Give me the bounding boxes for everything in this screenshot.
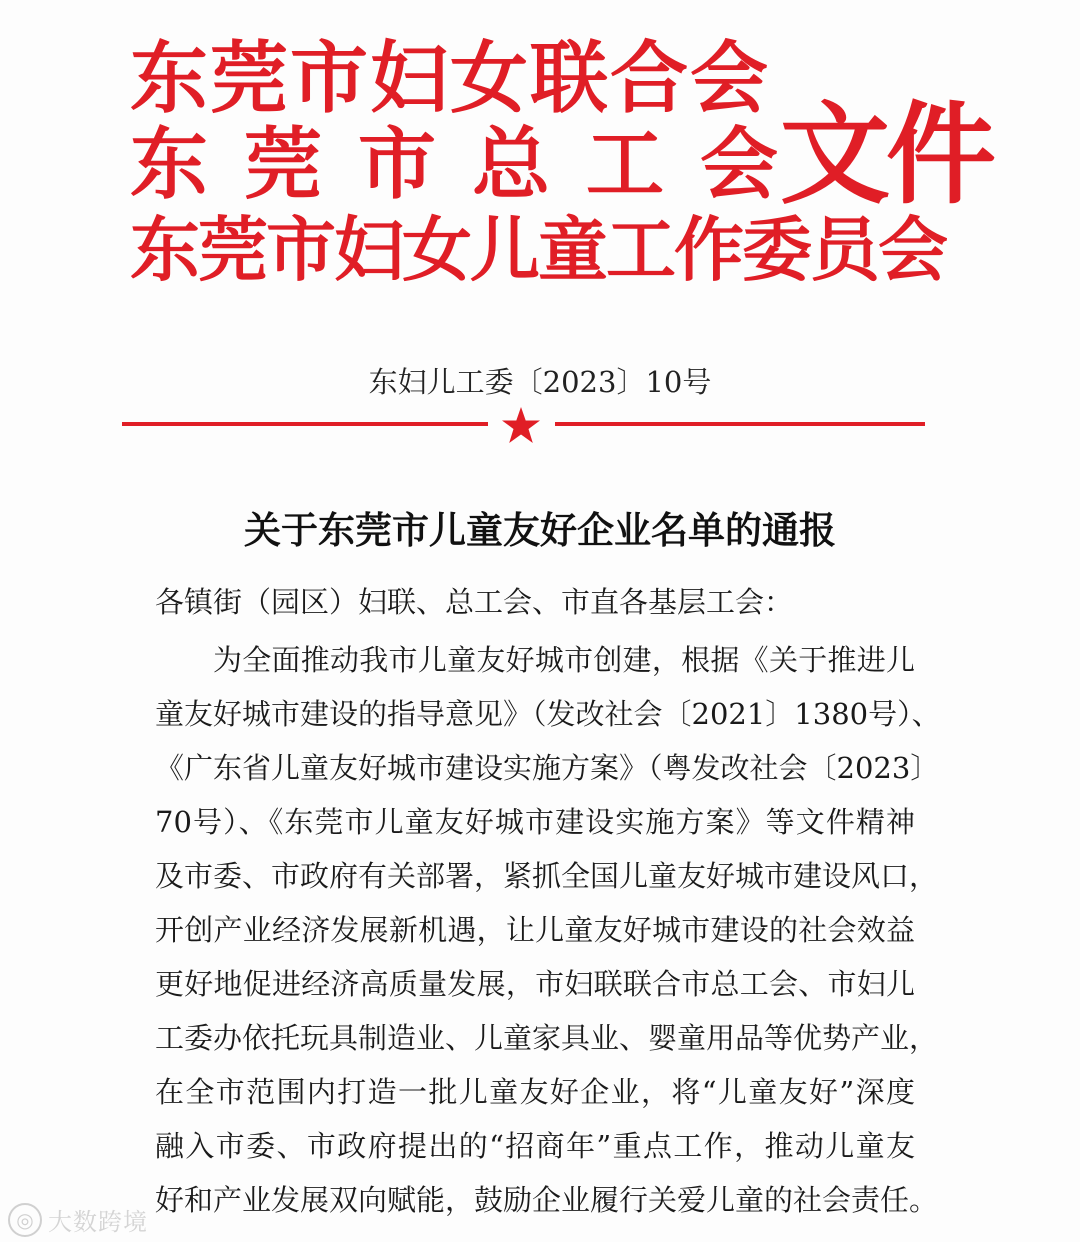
issuer-womens-federation: 东莞市妇女联合会 <box>130 34 771 124</box>
issuer-trade-union: 东莞市总工会 <box>130 120 815 210</box>
salutation: 各镇街（园区）妇联、总工会、市直各基层工会： <box>155 585 794 619</box>
body-line: 70号）、《东莞市儿童友好城市建设实施方案》等文件精神 <box>155 805 915 839</box>
body-line: 为全面推动我市儿童友好城市创建，根据《关于推进儿 <box>213 643 915 677</box>
star-icon <box>501 406 541 444</box>
body-line: 开创产业经济发展新机遇，让儿童友好城市建设的社会效益 <box>155 913 915 947</box>
red-divider-left <box>122 422 488 426</box>
body-line: 工委办依托玩具制造业、儿童家具业、婴童用品等优势产业， <box>155 1021 939 1055</box>
document-title: 关于东莞市儿童友好企业名单的通报 <box>244 508 836 552</box>
watermark-logo-icon: ◎ <box>8 1203 42 1237</box>
watermark-text: 大数跨境 <box>48 1208 148 1236</box>
issuer-women-children-committee: 东莞市妇女儿童工作委员会 <box>130 209 946 291</box>
body-line: 融入市委、市政府提出的“招商年”重点工作，推动儿童友 <box>155 1129 915 1163</box>
body-line: 更好地促进经济高质量发展，市妇联联合市总工会、市妇儿 <box>155 967 915 1001</box>
document-number: 东妇儿工委〔2023〕10号 <box>368 365 712 399</box>
red-divider-right <box>555 422 925 426</box>
document-type-label: 文件 <box>780 91 992 219</box>
body-line: 童友好城市建设的指导意见》（发改社会〔2021〕1380号）、 <box>155 697 941 731</box>
body-line: 及市委、市政府有关部署，紧抓全国儿童友好城市建设风口， <box>155 859 939 893</box>
body-line: 在全市范围内打造一批儿童友好企业，将“儿童友好”深度 <box>155 1075 915 1109</box>
watermark <box>8 1202 148 1237</box>
body-line: 好和产业发展双向赋能，鼓励企业履行关爱儿童的社会责任。 <box>155 1183 939 1217</box>
body-line: 《广东省儿童友好城市建设实施方案》（粤发改社会〔2023〕 <box>155 751 940 785</box>
